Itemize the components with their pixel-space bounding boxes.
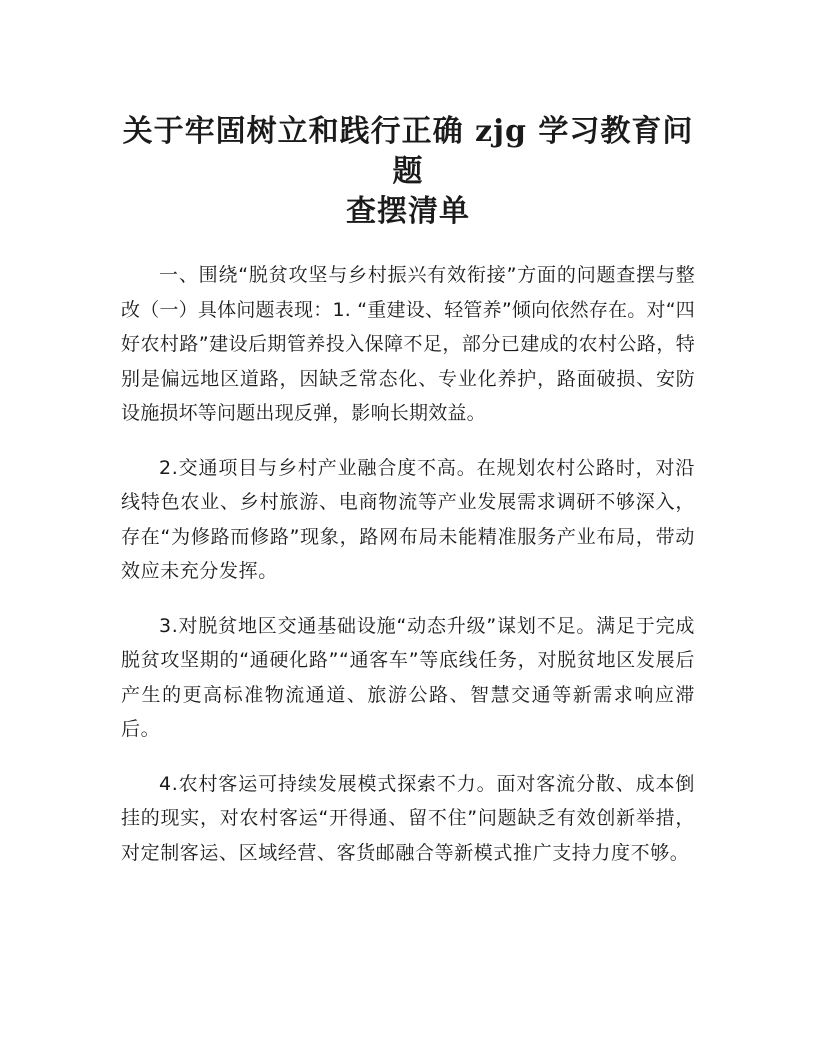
paragraph-2: 2.交通项目与乡村产业融合度不高。在规划农村公路时，对沿线特色农业、乡村旅游、电商物流等产业发展需求调研不够深入，存在“为修路而修路”现象，路网布局未能精准服务产业布局，带动效应未充分发挥。 — [121, 456, 695, 582]
paragraph-1: 一、围绕“脱贫攻坚与乡村振兴有效衔接”方面的问题查摆与整改（一）具体问题表现：1. “重建设、轻管养”倾向依然存在。对“四好农村路”建设后期管养投入保障不足，部分已建成的农村公路，特别是偏远地区道路，因缺乏常态化、专业化养护，路面破损、安防设施损坏等问题出现反弹，影响长期效益。 — [121, 264, 695, 424]
document-title — [121, 112, 695, 232]
paragraph-3: 3.对脱贫地区交通基础设施“动态升级”谋划不足。满足于完成脱贫攻坚期的“通硬化路”“通客车”等底线任务，对脱贫地区发展后产生的更高标准物流通道、旅游公路、智慧交通等新需求响应滞后。 — [121, 614, 695, 740]
title-line-1: 关于牢固树立和践行正确 zjg 学习教育问题 — [122, 114, 694, 189]
title-line-2: 查摆清单 — [346, 194, 470, 229]
paragraph-4: 4.农村客运可持续发展模式探索不力。面对客流分散、成本倒挂的现实，对农村客运“开得通、留不住”问题缺乏有效创新举措，对定制客运、区域经营、客货邮融合等新模式推广支持力度不够。 — [121, 772, 695, 864]
